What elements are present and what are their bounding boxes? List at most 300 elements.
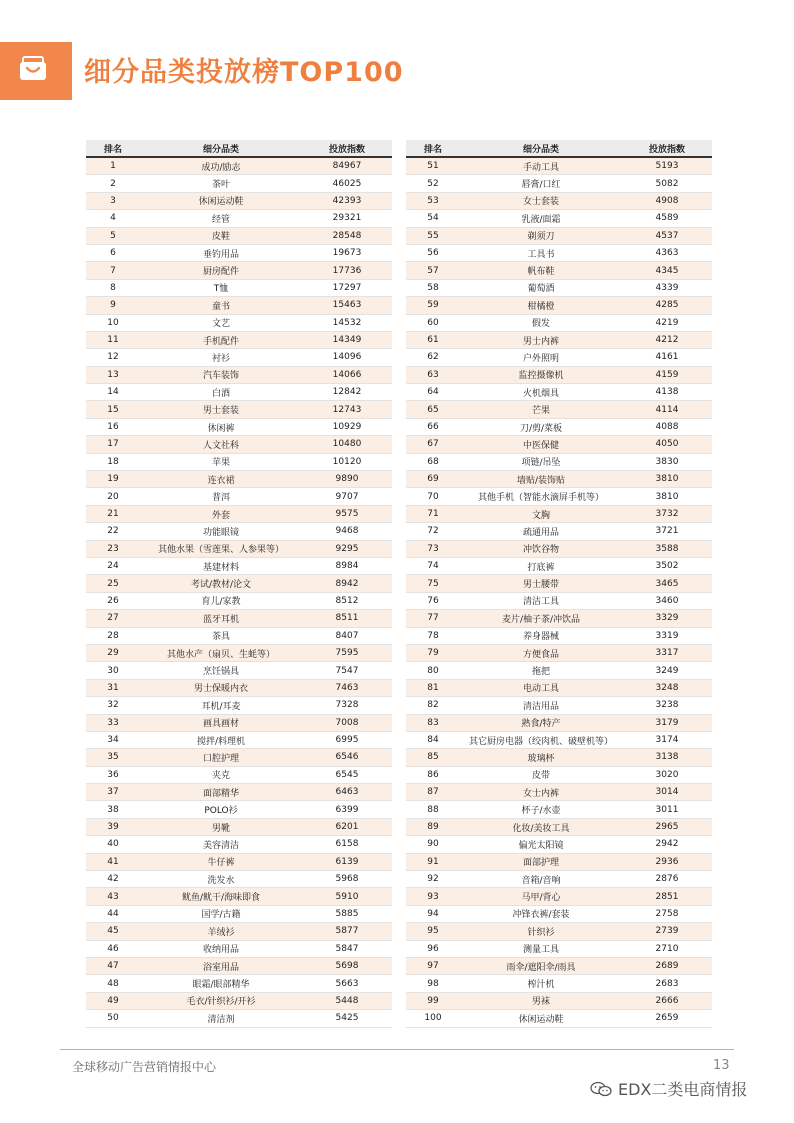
cell-rank: 50 bbox=[86, 1010, 140, 1027]
cell-value: 3460 bbox=[622, 592, 712, 609]
cell-category: 面部精华 bbox=[140, 784, 302, 801]
cell-rank: 60 bbox=[406, 314, 460, 331]
cell-value: 5698 bbox=[302, 957, 392, 974]
cell-value: 4138 bbox=[622, 384, 712, 401]
cell-value: 2876 bbox=[622, 871, 712, 888]
cell-category: 画具画材 bbox=[140, 714, 302, 731]
table-header-row bbox=[406, 140, 712, 157]
cell-category: 育儿/家教 bbox=[140, 592, 302, 609]
cell-rank: 10 bbox=[86, 314, 140, 331]
table-row bbox=[86, 766, 392, 783]
cell-value: 3830 bbox=[622, 453, 712, 470]
cell-category: 毛衣/针织衫/开衫 bbox=[140, 992, 302, 1009]
cell-category: 茶叶 bbox=[140, 175, 302, 192]
table-row bbox=[406, 157, 712, 175]
table-row bbox=[86, 349, 392, 366]
wechat-icon bbox=[590, 1081, 612, 1097]
table-row bbox=[86, 871, 392, 888]
cell-value: 5425 bbox=[302, 1010, 392, 1027]
cell-rank: 8 bbox=[86, 279, 140, 296]
cell-rank: 40 bbox=[86, 836, 140, 853]
cell-rank: 81 bbox=[406, 679, 460, 696]
cell-rank: 57 bbox=[406, 262, 460, 279]
cell-rank: 46 bbox=[86, 940, 140, 957]
cell-rank: 22 bbox=[86, 523, 140, 540]
cell-value: 5847 bbox=[302, 940, 392, 957]
cell-category: 乳液/面霜 bbox=[460, 210, 622, 227]
cell-value: 4363 bbox=[622, 244, 712, 261]
cell-category: 清洁用品 bbox=[460, 697, 622, 714]
table-row bbox=[406, 192, 712, 209]
cell-value: 3249 bbox=[622, 662, 712, 679]
cell-value: 4161 bbox=[622, 349, 712, 366]
table-row bbox=[406, 801, 712, 818]
cell-category: 拖把 bbox=[460, 662, 622, 679]
table-row bbox=[406, 592, 712, 609]
cell-rank: 53 bbox=[406, 192, 460, 209]
cell-category: 面部护理 bbox=[460, 853, 622, 870]
table-row bbox=[86, 836, 392, 853]
cell-rank: 19 bbox=[86, 471, 140, 488]
cell-value: 14532 bbox=[302, 314, 392, 331]
cell-rank: 74 bbox=[406, 557, 460, 574]
cell-category: 化妆/美妆工具 bbox=[460, 818, 622, 835]
cell-category: 收纳用品 bbox=[140, 940, 302, 957]
cell-rank: 27 bbox=[86, 610, 140, 627]
table-row bbox=[86, 314, 392, 331]
cell-rank: 80 bbox=[406, 662, 460, 679]
cell-category: 杯子/水壶 bbox=[460, 801, 622, 818]
cell-category: 夹克 bbox=[140, 766, 302, 783]
cell-rank: 65 bbox=[406, 401, 460, 418]
cell-value: 15463 bbox=[302, 297, 392, 314]
shopping-bag-icon bbox=[18, 56, 48, 82]
cell-category: 男士腰带 bbox=[460, 575, 622, 592]
table-row bbox=[86, 244, 392, 261]
cell-category: 休闲运动鞋 bbox=[140, 192, 302, 209]
cell-rank: 77 bbox=[406, 610, 460, 627]
cell-category: 洗发水 bbox=[140, 871, 302, 888]
table-row bbox=[86, 992, 392, 1009]
table-row bbox=[406, 644, 712, 661]
table-row bbox=[406, 349, 712, 366]
cell-category: 工具书 bbox=[460, 244, 622, 261]
cell-rank: 85 bbox=[406, 749, 460, 766]
table-row bbox=[86, 644, 392, 661]
cell-rank: 75 bbox=[406, 575, 460, 592]
cell-value: 4339 bbox=[622, 279, 712, 296]
cell-category: 刀/剪/菜板 bbox=[460, 418, 622, 435]
cell-category: 美容清洁 bbox=[140, 836, 302, 853]
cell-category: 偏光太阳镜 bbox=[460, 836, 622, 853]
cell-rank: 32 bbox=[86, 697, 140, 714]
cell-value: 4589 bbox=[622, 210, 712, 227]
cell-category: 芒果 bbox=[460, 401, 622, 418]
cell-category: 清洁剂 bbox=[140, 1010, 302, 1027]
cell-value: 3138 bbox=[622, 749, 712, 766]
cell-category: 蓝牙耳机 bbox=[140, 610, 302, 627]
cell-rank: 71 bbox=[406, 505, 460, 522]
table-row bbox=[86, 1010, 392, 1027]
cell-category: 男袜 bbox=[460, 992, 622, 1009]
cell-value: 17736 bbox=[302, 262, 392, 279]
table-row bbox=[406, 923, 712, 940]
cell-rank: 54 bbox=[406, 210, 460, 227]
table-row bbox=[406, 227, 712, 244]
cell-category: 考试/教材/论文 bbox=[140, 575, 302, 592]
table-row bbox=[86, 731, 392, 748]
cell-category: 男靴 bbox=[140, 818, 302, 835]
cell-value: 4050 bbox=[622, 436, 712, 453]
cell-category: 男士保暖内衣 bbox=[140, 679, 302, 696]
cell-rank: 98 bbox=[406, 975, 460, 992]
cell-value: 3179 bbox=[622, 714, 712, 731]
cell-category: 测量工具 bbox=[460, 940, 622, 957]
cell-value: 8511 bbox=[302, 610, 392, 627]
cell-rank: 21 bbox=[86, 505, 140, 522]
table-row bbox=[406, 853, 712, 870]
cell-value: 84967 bbox=[302, 157, 392, 175]
cell-category: 户外照明 bbox=[460, 349, 622, 366]
cell-category: 人文社科 bbox=[140, 436, 302, 453]
cell-value: 10120 bbox=[302, 453, 392, 470]
table-row bbox=[406, 992, 712, 1009]
table-row bbox=[86, 453, 392, 470]
cell-value: 2942 bbox=[622, 836, 712, 853]
table-row bbox=[86, 957, 392, 974]
cell-category: 口腔护理 bbox=[140, 749, 302, 766]
cell-value: 2851 bbox=[622, 888, 712, 905]
table-row bbox=[86, 401, 392, 418]
cell-category: 外套 bbox=[140, 505, 302, 522]
table-row bbox=[86, 888, 392, 905]
cell-value: 9575 bbox=[302, 505, 392, 522]
cell-value: 9468 bbox=[302, 523, 392, 540]
cell-value: 14349 bbox=[302, 331, 392, 348]
cell-rank: 79 bbox=[406, 644, 460, 661]
table-row bbox=[86, 540, 392, 557]
page-number: 13 bbox=[713, 1058, 730, 1073]
cell-rank: 34 bbox=[86, 731, 140, 748]
cell-rank: 95 bbox=[406, 923, 460, 940]
table-row bbox=[406, 575, 712, 592]
cell-value: 5663 bbox=[302, 975, 392, 992]
cell-category: 眼霜/眼部精华 bbox=[140, 975, 302, 992]
cell-value: 8984 bbox=[302, 557, 392, 574]
cell-rank: 90 bbox=[406, 836, 460, 853]
cell-category: 手动工具 bbox=[460, 157, 622, 175]
cell-category: 国学/古籍 bbox=[140, 905, 302, 922]
cell-value: 4219 bbox=[622, 314, 712, 331]
cell-category: 白酒 bbox=[140, 384, 302, 401]
cell-category: 中医保健 bbox=[460, 436, 622, 453]
cell-rank: 89 bbox=[406, 818, 460, 835]
watermark bbox=[590, 1077, 747, 1100]
cell-rank: 59 bbox=[406, 297, 460, 314]
cell-value: 3238 bbox=[622, 697, 712, 714]
table-row bbox=[86, 679, 392, 696]
cell-value: 6201 bbox=[302, 818, 392, 835]
cell-rank: 6 bbox=[86, 244, 140, 261]
cell-category: 皮带 bbox=[460, 766, 622, 783]
cell-category: 其它厨房电器（绞肉机、破壁机等） bbox=[460, 731, 622, 748]
col-header-value: 投放指数 bbox=[622, 140, 712, 157]
cell-category: 搅拌/料理机 bbox=[140, 731, 302, 748]
ranking-table-left bbox=[86, 140, 392, 1028]
cell-rank: 26 bbox=[86, 592, 140, 609]
cell-value: 3502 bbox=[622, 557, 712, 574]
cell-rank: 63 bbox=[406, 366, 460, 383]
cell-rank: 5 bbox=[86, 227, 140, 244]
cell-value: 4114 bbox=[622, 401, 712, 418]
cell-category: 耳机/耳麦 bbox=[140, 697, 302, 714]
table-row bbox=[86, 436, 392, 453]
table-row bbox=[406, 453, 712, 470]
cell-category: 女士内裤 bbox=[460, 784, 622, 801]
cell-category: 墙贴/装饰贴 bbox=[460, 471, 622, 488]
cell-value: 29321 bbox=[302, 210, 392, 227]
cell-category: 玻璃杯 bbox=[460, 749, 622, 766]
cell-category: 功能眼镜 bbox=[140, 523, 302, 540]
cell-category: 雨伞/遮阳伞/雨具 bbox=[460, 957, 622, 974]
cell-rank: 9 bbox=[86, 297, 140, 314]
cell-rank: 62 bbox=[406, 349, 460, 366]
header-accent-bar bbox=[0, 42, 72, 100]
table-row bbox=[86, 210, 392, 227]
cell-rank: 2 bbox=[86, 175, 140, 192]
cell-value: 8512 bbox=[302, 592, 392, 609]
cell-category: 葡萄酒 bbox=[460, 279, 622, 296]
cell-category: 垂钓用品 bbox=[140, 244, 302, 261]
cell-rank: 49 bbox=[86, 992, 140, 1009]
cell-value: 3011 bbox=[622, 801, 712, 818]
table-row bbox=[86, 592, 392, 609]
cell-value: 4537 bbox=[622, 227, 712, 244]
footer-divider bbox=[60, 1049, 734, 1050]
cell-value: 3317 bbox=[622, 644, 712, 661]
table-row bbox=[406, 731, 712, 748]
table-row bbox=[406, 331, 712, 348]
table-row bbox=[86, 714, 392, 731]
table-row bbox=[406, 784, 712, 801]
table-row bbox=[406, 905, 712, 922]
table-row bbox=[86, 471, 392, 488]
table-row bbox=[86, 331, 392, 348]
cell-rank: 68 bbox=[406, 453, 460, 470]
cell-rank: 15 bbox=[86, 401, 140, 418]
cell-value: 7008 bbox=[302, 714, 392, 731]
table-row bbox=[406, 557, 712, 574]
cell-rank: 30 bbox=[86, 662, 140, 679]
cell-value: 5193 bbox=[622, 157, 712, 175]
cell-category: 其他水产（扇贝、生蚝等） bbox=[140, 644, 302, 661]
table-row bbox=[406, 766, 712, 783]
cell-value: 5968 bbox=[302, 871, 392, 888]
table-row bbox=[406, 505, 712, 522]
cell-category: 方便食品 bbox=[460, 644, 622, 661]
cell-rank: 82 bbox=[406, 697, 460, 714]
table-row bbox=[406, 662, 712, 679]
cell-category: 清洁工具 bbox=[460, 592, 622, 609]
cell-rank: 38 bbox=[86, 801, 140, 818]
cell-category: 文艺 bbox=[140, 314, 302, 331]
cell-rank: 37 bbox=[86, 784, 140, 801]
cell-category: 茶具 bbox=[140, 627, 302, 644]
cell-rank: 84 bbox=[406, 731, 460, 748]
cell-value: 3810 bbox=[622, 471, 712, 488]
cell-category: 项链/吊坠 bbox=[460, 453, 622, 470]
table-row bbox=[406, 871, 712, 888]
cell-rank: 67 bbox=[406, 436, 460, 453]
cell-value: 3721 bbox=[622, 523, 712, 540]
table-row bbox=[406, 714, 712, 731]
cell-rank: 24 bbox=[86, 557, 140, 574]
cell-value: 2965 bbox=[622, 818, 712, 835]
cell-category: 火机烟具 bbox=[460, 384, 622, 401]
table-row bbox=[86, 749, 392, 766]
cell-rank: 96 bbox=[406, 940, 460, 957]
cell-value: 19673 bbox=[302, 244, 392, 261]
table-row bbox=[406, 244, 712, 261]
cell-value: 3329 bbox=[622, 610, 712, 627]
cell-rank: 72 bbox=[406, 523, 460, 540]
cell-category: 衬衫 bbox=[140, 349, 302, 366]
cell-rank: 20 bbox=[86, 488, 140, 505]
cell-rank: 29 bbox=[86, 644, 140, 661]
cell-category: 烹饪锅具 bbox=[140, 662, 302, 679]
cell-category: 榨汁机 bbox=[460, 975, 622, 992]
table-row bbox=[86, 366, 392, 383]
table-row bbox=[406, 297, 712, 314]
cell-value: 10480 bbox=[302, 436, 392, 453]
cell-value: 3020 bbox=[622, 766, 712, 783]
watermark-text: EDX二类电商情报 bbox=[618, 1080, 748, 1099]
cell-category: 鱿鱼/鱿干/海味即食 bbox=[140, 888, 302, 905]
table-row bbox=[406, 175, 712, 192]
cell-rank: 33 bbox=[86, 714, 140, 731]
table-row bbox=[406, 836, 712, 853]
table-row bbox=[406, 697, 712, 714]
cell-value: 3810 bbox=[622, 488, 712, 505]
cell-rank: 76 bbox=[406, 592, 460, 609]
cell-rank: 61 bbox=[406, 331, 460, 348]
cell-category: 牛仔裤 bbox=[140, 853, 302, 870]
col-header-rank: 排名 bbox=[86, 140, 140, 157]
cell-category: 打底裤 bbox=[460, 557, 622, 574]
table-row bbox=[406, 418, 712, 435]
cell-value: 6545 bbox=[302, 766, 392, 783]
table-row bbox=[86, 384, 392, 401]
cell-category: 手机配件 bbox=[140, 331, 302, 348]
col-header-category: 细分品类 bbox=[460, 140, 622, 157]
table-row bbox=[406, 384, 712, 401]
cell-value: 5082 bbox=[622, 175, 712, 192]
table-row bbox=[86, 488, 392, 505]
cell-category: 麦片/柚子茶/冲饮品 bbox=[460, 610, 622, 627]
cell-value: 2683 bbox=[622, 975, 712, 992]
cell-rank: 51 bbox=[406, 157, 460, 175]
table-row bbox=[86, 505, 392, 522]
table-row bbox=[406, 818, 712, 835]
table-row bbox=[86, 418, 392, 435]
cell-value: 14096 bbox=[302, 349, 392, 366]
cell-category: 苹果 bbox=[140, 453, 302, 470]
cell-value: 5885 bbox=[302, 905, 392, 922]
table-row bbox=[406, 749, 712, 766]
cell-rank: 16 bbox=[86, 418, 140, 435]
cell-category: T恤 bbox=[140, 279, 302, 296]
cell-category: 休闲裤 bbox=[140, 418, 302, 435]
table-row bbox=[406, 488, 712, 505]
cell-category: 男士内裤 bbox=[460, 331, 622, 348]
table-row bbox=[86, 227, 392, 244]
cell-rank: 43 bbox=[86, 888, 140, 905]
cell-category: 冲锋衣裤/套装 bbox=[460, 905, 622, 922]
cell-category: 普洱 bbox=[140, 488, 302, 505]
cell-value: 9295 bbox=[302, 540, 392, 557]
table-row bbox=[86, 975, 392, 992]
cell-rank: 1 bbox=[86, 157, 140, 175]
cell-rank: 64 bbox=[406, 384, 460, 401]
cell-rank: 14 bbox=[86, 384, 140, 401]
cell-category: 女士套装 bbox=[460, 192, 622, 209]
cell-value: 7547 bbox=[302, 662, 392, 679]
cell-category: 剃须刀 bbox=[460, 227, 622, 244]
cell-rank: 36 bbox=[86, 766, 140, 783]
cell-rank: 48 bbox=[86, 975, 140, 992]
cell-rank: 78 bbox=[406, 627, 460, 644]
cell-category: 电动工具 bbox=[460, 679, 622, 696]
cell-value: 4088 bbox=[622, 418, 712, 435]
cell-rank: 94 bbox=[406, 905, 460, 922]
table-row bbox=[86, 627, 392, 644]
cell-rank: 47 bbox=[86, 957, 140, 974]
table-row bbox=[86, 523, 392, 540]
table-row bbox=[86, 697, 392, 714]
cell-rank: 7 bbox=[86, 262, 140, 279]
table-row bbox=[86, 905, 392, 922]
cell-rank: 88 bbox=[406, 801, 460, 818]
cell-rank: 58 bbox=[406, 279, 460, 296]
cell-category: 养身器械 bbox=[460, 627, 622, 644]
cell-category: POLO衫 bbox=[140, 801, 302, 818]
cell-value: 9707 bbox=[302, 488, 392, 505]
cell-category: 柑橘橙 bbox=[460, 297, 622, 314]
cell-value: 4908 bbox=[622, 192, 712, 209]
table-row bbox=[86, 262, 392, 279]
cell-rank: 69 bbox=[406, 471, 460, 488]
cell-value: 5448 bbox=[302, 992, 392, 1009]
cell-value: 4285 bbox=[622, 297, 712, 314]
cell-rank: 35 bbox=[86, 749, 140, 766]
table-row bbox=[406, 523, 712, 540]
cell-category: 其他水果（雪莲果、人参果等） bbox=[140, 540, 302, 557]
table-row bbox=[406, 627, 712, 644]
cell-category: 男士套装 bbox=[140, 401, 302, 418]
cell-value: 2758 bbox=[622, 905, 712, 922]
table-row bbox=[406, 940, 712, 957]
cell-category: 其他手机（智能水滴屏手机等） bbox=[460, 488, 622, 505]
cell-rank: 44 bbox=[86, 905, 140, 922]
cell-value: 2666 bbox=[622, 992, 712, 1009]
table-row bbox=[86, 940, 392, 957]
cell-value: 14066 bbox=[302, 366, 392, 383]
cell-category: 音箱/音响 bbox=[460, 871, 622, 888]
cell-category: 冲饮谷物 bbox=[460, 540, 622, 557]
table-row bbox=[406, 210, 712, 227]
table-row bbox=[86, 662, 392, 679]
cell-value: 46025 bbox=[302, 175, 392, 192]
